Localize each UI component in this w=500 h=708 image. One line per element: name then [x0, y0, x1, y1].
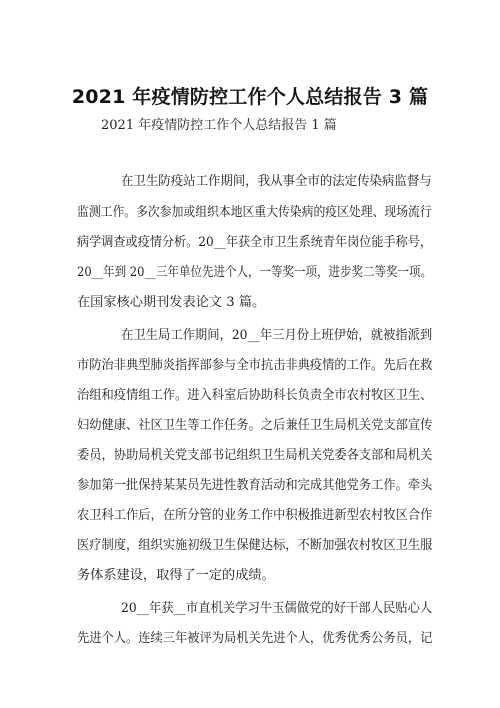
paragraph-1-line-2: 监测工作。多次参加或组织本地区重大传染病的疫区处理、现场流行 — [77, 205, 432, 220]
paragraph-1-line-5: 在国家核心期刊发表论文 3 篇。 — [77, 295, 266, 310]
paragraph-1-line-4: 20__年到 20__三年单位先进个人，一等奖一项，进步奖二等奖一项。 — [77, 265, 432, 280]
paragraph-3-line-1: 20__年获__市直机关学习牛玉儒做党的好干部人民贴心人 — [121, 601, 433, 616]
paragraph-2-line-5: 委员，协助局机关党支部书记组织卫生局机关党委各支部和局机关 — [77, 448, 433, 463]
paragraph-2-line-2: 市防治非典型肺炎指挥部参与全市抗击非典疫情的工作。先后在救 — [77, 358, 433, 373]
paragraph-2-line-4: 妇幼健康、社区卫生等工作任务。之后兼任卫生局机关党支部宣传 — [77, 418, 433, 433]
paragraph-2-line-6: 参加第一批保持某某员先进性教育活动和完成其他党务工作。牵头 — [77, 478, 433, 493]
paragraph-2-line-9: 务体系建设，取得了一定的成绩。 — [77, 568, 275, 583]
paragraph-2-line-7: 农卫科工作后，在所分管的业务工作中积极推进新型农村牧区合作 — [77, 508, 433, 523]
paragraph-3-line-2: 先进个人。连续三年被评为局机关先进个人，优秀优秀公务员，记 — [77, 631, 433, 646]
document-title: 2021 年疫情防控工作个人总结报告 3 篇 — [71, 86, 429, 108]
paragraph-2-line-3: 治组和疫情组工作。进入科室后协助科长负责全市农村牧区卫生、 — [77, 388, 433, 403]
paragraph-1-line-1: 在卫生防疫站工作期间，我从事全市的法定传染病监督与 — [121, 174, 432, 189]
paragraph-2-line-8: 医疗制度，组织实施初级卫生保健达标，不断加强农村牧区卫生服 — [77, 538, 433, 553]
paragraph-2-line-1: 在卫生局工作期间，20__年三月份上班伊始，就被指派到 — [121, 328, 433, 343]
paragraph-1-line-3: 病学调查或疫情分析。20__年获全市卫生系统青年岗位能手称号， — [77, 235, 433, 250]
document-subtitle: 2021 年疫情防控工作个人总结报告 1 篇 — [101, 118, 337, 133]
